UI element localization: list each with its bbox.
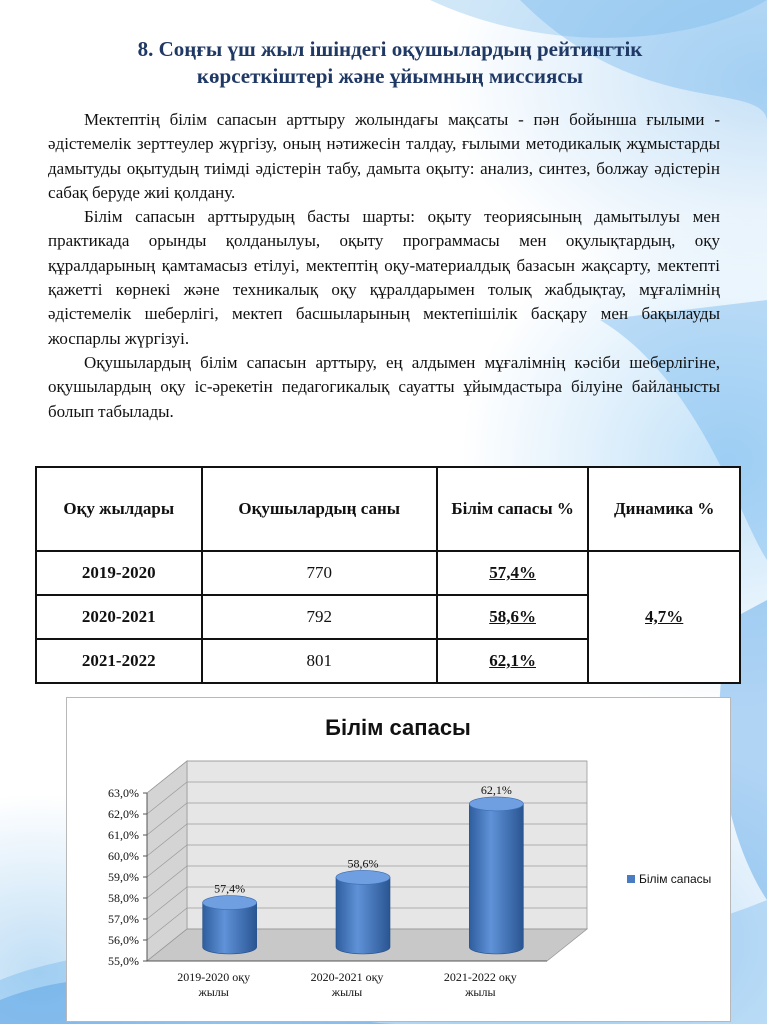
y-tick-label: 60,0% — [108, 849, 139, 863]
y-tick-label: 62,0% — [108, 807, 139, 821]
cell-quality: 58,6% — [437, 595, 588, 639]
cell-dynamics: 4,7% — [588, 551, 740, 683]
paragraph-1: Мектептің білім сапасын арттыру жолындағы мақсаты - пән бойынша ғылыми - әдістемелік зерттеулер жүргізу, оның нәтижесін талдау, ғылыми методикалық жұмыстарды дамытуды оқытудың тиімді әдістерін табу, дамыта оқыту: анализ, синтез, болжау әдістерін сабақ беруде жиі қолдану. — [48, 110, 720, 202]
page-title — [80, 36, 700, 90]
cell-count: 792 — [202, 595, 437, 639]
data-label: 57,4% — [214, 881, 246, 896]
page-title-line-1: 8. Соңғы үш жыл ішіндегі оқушылардың рейтингтік — [137, 37, 643, 61]
x-tick-label: жылы — [331, 985, 363, 999]
cell-count: 801 — [202, 639, 437, 683]
table-header-row — [36, 467, 740, 551]
x-tick-label: 2021-2022 оқу — [443, 970, 517, 984]
x-tick-label: 2020-2021 оқу — [310, 970, 384, 984]
quality-chart — [66, 697, 731, 1022]
legend-swatch — [627, 875, 635, 883]
cell-year: 2021-2022 — [36, 639, 202, 683]
y-tick-label: 57,0% — [108, 912, 139, 926]
header-student-count: Оқушылардың саны — [202, 467, 437, 551]
header-quality: Білім сапасы % — [437, 467, 588, 551]
bar — [336, 877, 390, 954]
cell-quality: 57,4% — [437, 551, 588, 595]
legend-label: Білім сапасы — [639, 872, 712, 886]
bar — [203, 903, 257, 954]
data-label: 62,1% — [480, 782, 512, 797]
chart-canvas — [67, 698, 730, 1021]
x-tick-label: жылы — [465, 985, 496, 999]
chart-title: Білім сапасы — [325, 715, 471, 740]
paragraph-3: Оқушылардың білім сапасын арттыру, ең алдымен мұғалімнің кәсіби шеберлігіне, оқушылардың оқу іс-әрекетін педагогикалық сауатты ұйымдастыра білуіне байланысты болып табылады. — [48, 352, 720, 421]
quality-table — [35, 466, 741, 684]
bar-top — [336, 870, 390, 884]
data-label: 58,6% — [347, 856, 379, 871]
bar-top — [469, 797, 523, 811]
y-tick-label: 58,0% — [108, 891, 139, 905]
x-tick-label: 2019-2020 оқу — [177, 970, 251, 984]
y-tick-label: 55,0% — [108, 954, 139, 968]
header-academic-years: Оқу жылдары — [36, 467, 202, 551]
cell-year: 2019-2020 — [36, 551, 202, 595]
cell-quality: 62,1% — [437, 639, 588, 683]
y-tick-label: 59,0% — [108, 870, 139, 884]
header-dynamics: Динамика % — [588, 467, 740, 551]
y-tick-label: 61,0% — [108, 828, 139, 842]
x-tick-label: жылы — [198, 985, 229, 999]
table-row — [36, 551, 740, 595]
y-tick-label: 63,0% — [108, 786, 139, 800]
cell-year: 2020-2021 — [36, 595, 202, 639]
bar — [469, 804, 523, 954]
y-tick-label: 56,0% — [108, 933, 139, 947]
paragraph-2: Білім сапасын арттырудың басты шарты: оқыту теориясының дамытылуы мен практикада орынды қолданылуы, оқыту программасы мен оқулықтардың, оқу құралдарының қамтамасыз етілуі, мектептің оқу-материалдық базасын жақсарту, мектепті қажетті көрнекі және техникалық оқу құралдарымен толық жабдықтау, мұғалімнің әдістемелік шеберлігі, мектеп басшыларының мектепішілік басқару мен бақылауды жоспарлы жүргізуі. — [48, 207, 720, 348]
body-text — [48, 108, 720, 424]
bar-top — [203, 896, 257, 910]
page-title-line-2: көрсеткіштері және ұйымның миссиясы — [196, 64, 584, 88]
cell-count: 770 — [202, 551, 437, 595]
